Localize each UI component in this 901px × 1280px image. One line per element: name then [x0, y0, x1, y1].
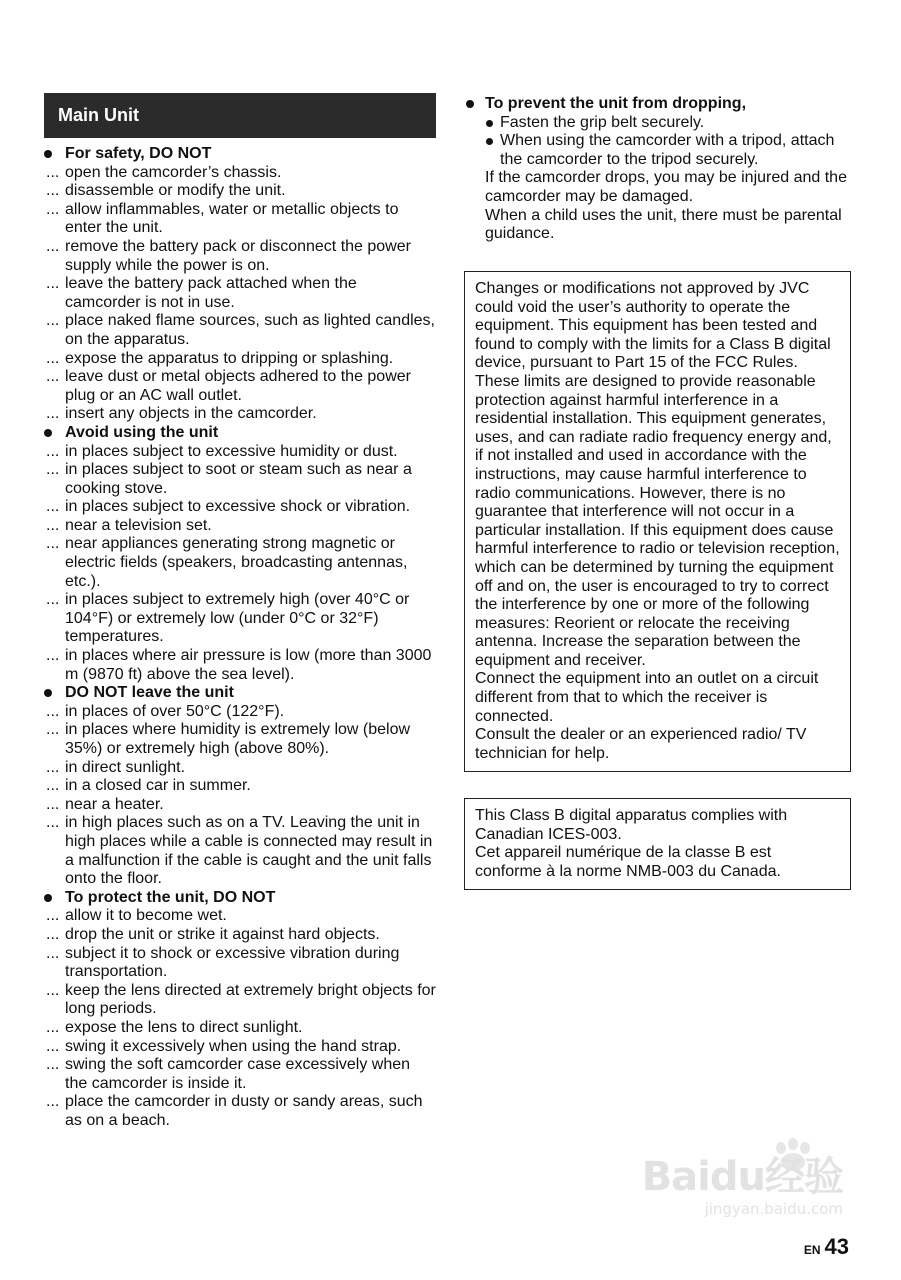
- precaution-groups: [44, 145, 436, 1130]
- list-item: ... in places subject to soot or steam such as near a cooking stove.: [44, 461, 436, 498]
- list-item: ... open the camcorder’s chassis.: [44, 164, 436, 183]
- list-item: ... in places subject to extremely high (over 40°C or 104°F) or extremely low (under 0°C or 32°F) temperatures.: [44, 591, 436, 647]
- dropping-sub-item: When using the camcorder with a tripod, attach the camcorder to the tripod securely.: [464, 132, 856, 169]
- list-item: ... in places of over 50°C (122°F).: [44, 703, 436, 722]
- page-language: EN: [803, 1243, 821, 1257]
- list-item: ... expose the apparatus to dripping or splashing.: [44, 350, 436, 369]
- list-item: ... in places subject to excessive humidity or dust.: [44, 443, 436, 462]
- fcc-paragraph: Connect the equipment into an outlet on a circuit different from that to which the receiver is connected.: [475, 670, 819, 725]
- list-item: ... allow it to become wet.: [44, 907, 436, 926]
- group-heading: DO NOT leave the unit: [44, 684, 436, 703]
- list-item: ... in places where air pressure is low (more than 3000 m (9870 ft) above the sea level).: [44, 647, 436, 684]
- ices-paragraph: This Class B digital apparatus complies with Canadian ICES-003.: [475, 807, 788, 843]
- dropping-note: If the camcorder drops, you may be injured and the camcorder may be damaged.: [485, 169, 847, 205]
- list-item: ... near appliances generating strong magnetic or electric fields (speakers, broadcasting antennas, etc.).: [44, 535, 436, 591]
- ices-notice-box: [464, 798, 851, 890]
- list-item: ... near a heater.: [44, 796, 436, 815]
- list-item: ... in high places such as on a TV. Leaving the unit in high places while a cable is connected may result in a malfunction if the cable is caught and the unit falls onto the floor.: [44, 814, 436, 888]
- section-header-main-unit: Main Unit: [44, 93, 436, 138]
- list-item: ... keep the lens directed at extremely bright objects for long periods.: [44, 982, 436, 1019]
- list-item: ... disassemble or modify the unit.: [44, 182, 436, 201]
- list-item: ... in places where humidity is extremely low (below 35%) or extremely high (above 80%).: [44, 721, 436, 758]
- watermark-logo: Baidu经验: [641, 1154, 843, 1200]
- dropping-note: When a child uses the unit, there must be parental guidance.: [485, 206, 842, 243]
- dropping-heading: To prevent the unit from dropping,: [464, 95, 856, 114]
- group-heading: Avoid using the unit: [44, 424, 436, 443]
- list-item: ... allow inflammables, water or metallic objects to enter the unit.: [44, 201, 436, 238]
- list-item: ... expose the lens to direct sunlight.: [44, 1019, 436, 1038]
- fcc-notice-box: [464, 271, 851, 772]
- list-item: ... swing it excessively when using the hand strap.: [44, 1038, 436, 1057]
- list-item: ... in a closed car in summer.: [44, 777, 436, 796]
- list-item: ... place naked flame sources, such as lighted candles, on the apparatus.: [44, 312, 436, 349]
- list-item: ... drop the unit or strike it against hard objects.: [44, 926, 436, 945]
- list-item: ... leave dust or metal objects adhered to the power plug or an AC wall outlet.: [44, 368, 436, 405]
- list-item: ... subject it to shock or excessive vibration during transportation.: [44, 945, 436, 982]
- group-heading: For safety, DO NOT: [44, 145, 436, 164]
- list-item: ... near a television set.: [44, 517, 436, 536]
- list-item: ... in places subject to excessive shock or vibration.: [44, 498, 436, 517]
- main-unit-column: [44, 93, 436, 1130]
- list-item: ... in direct sunlight.: [44, 759, 436, 778]
- watermark-url: jingyan.baidu.com: [704, 1200, 843, 1218]
- fcc-paragraph: Changes or modifications not approved by JVC could void the user’s authority to operate the equipment. This equipment has been tested and found to comply with the limits for a Class B digital device, pursuant to Part 15 of the FCC Rules. These limits are designed to provide reasonable protection against harmful interference in a residential installation. This equipment generates, uses, and can radiate radio frequency energy and, if not installed and used in accordance with the instructions, may cause harmful interference to radio communications. However, there is no guarantee that interference will not occur in a particular installation. If this equipment does cause harmful interference to radio or television reception, which can be determined by turning the equipment off and on, the user is encouraged to try to correct the interference by one or more of the following measures: Reorient or relocate the receiving antenna. Increase the separation between the equipment and receiver.: [475, 280, 840, 669]
- page-number-value: 43: [824, 1234, 849, 1259]
- list-item: ... insert any objects in the camcorder.: [44, 405, 436, 424]
- baidu-watermark: [642, 1145, 843, 1218]
- group-heading: To protect the unit, DO NOT: [44, 889, 436, 908]
- list-item: ... place the camcorder in dusty or sandy areas, such as on a beach.: [44, 1093, 436, 1130]
- ices-paragraph: Cet appareil numérique de la classe B est conforme à la norme NMB-003 du Canada.: [475, 844, 781, 880]
- dropping-sub-item: Fasten the grip belt securely.: [464, 114, 856, 133]
- dropping-section: [464, 95, 856, 244]
- fcc-paragraph: Consult the dealer or an experienced radio/ TV technician for help.: [475, 726, 807, 762]
- list-item: ... swing the soft camcorder case excessively when the camcorder is inside it.: [44, 1056, 436, 1093]
- list-item: ... remove the battery pack or disconnect the power supply while the power is on.: [44, 238, 436, 275]
- page-number: [804, 1234, 849, 1260]
- list-item: ... leave the battery pack attached when the camcorder is not in use.: [44, 275, 436, 312]
